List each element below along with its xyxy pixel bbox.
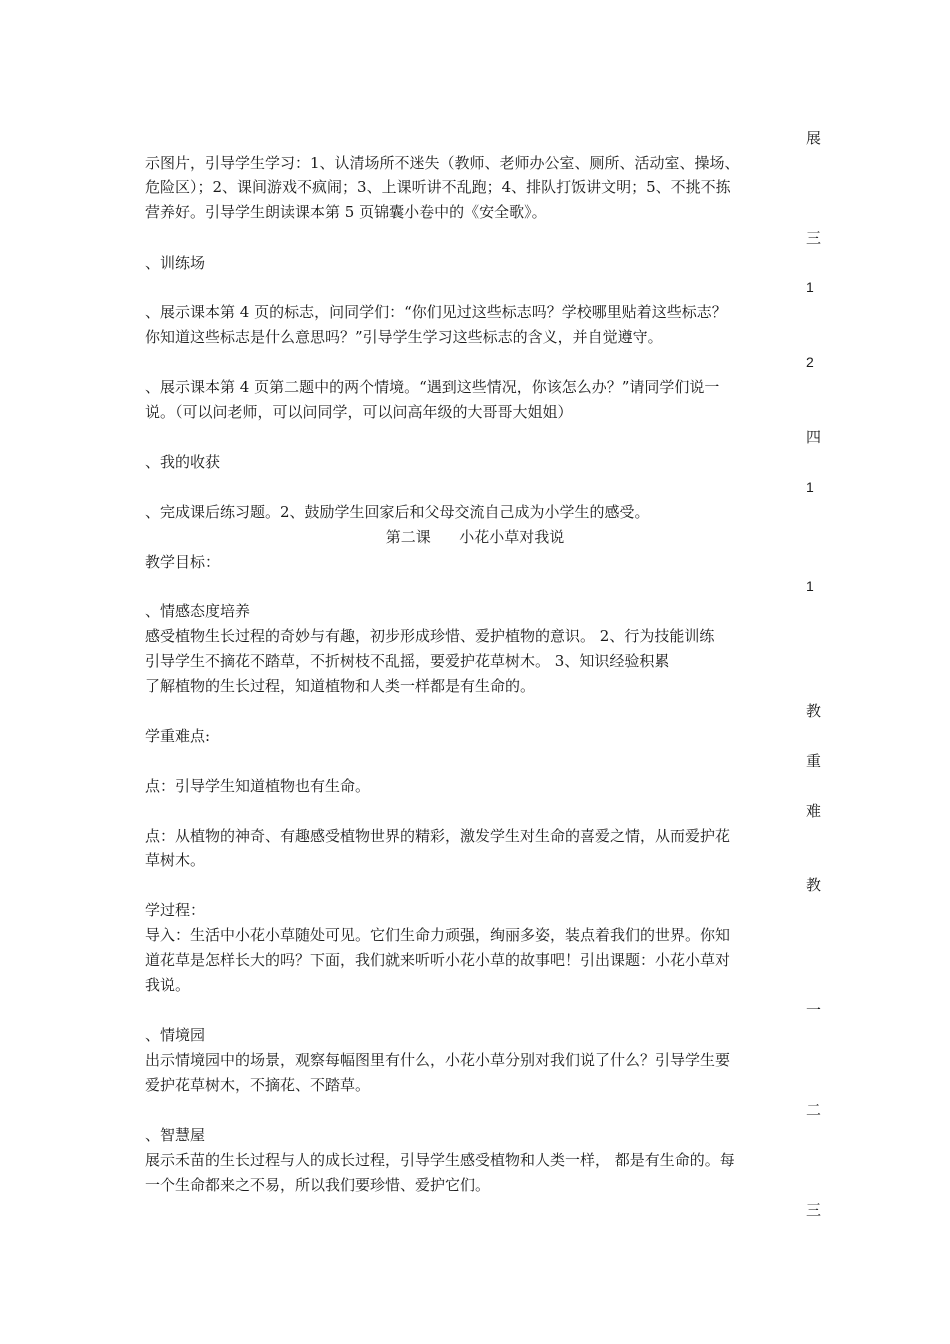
intro2-line-1: 导入：生活中小花小草随处可见。它们生命力顽强，绚丽多姿，装点着我们的世界。你知: [145, 926, 731, 944]
margin-marker-zhan: 展: [806, 129, 822, 147]
goal-line-1: 感受植物生长过程的奇妙与有趣，初步形成珍惜、爱护植物的意识。 2、行为技能训练: [145, 627, 715, 645]
margin-marker-jiao-2: 教: [806, 876, 822, 894]
goal-line-3: 了解植物的生长过程，知道植物和人类一样都是有生命的。: [145, 677, 536, 695]
intro2-line-3: 我说。: [145, 976, 191, 994]
process-label: 学过程：: [145, 901, 206, 919]
zhihuiwu-line-2: 一个生命都来之不易，所以我们要珍惜、爱护它们。: [145, 1176, 491, 1194]
qingjingyuan-line-2: 爱护花草树木，不摘花、不踏草。: [145, 1076, 371, 1094]
qingjingyuan-line-1: 出示情境园中的场景，观察每幅图里有什么，小花小草分别对我们说了什么？引导学生要: [145, 1051, 731, 1069]
heading-zhihuiwu: 、智慧屋: [145, 1126, 206, 1144]
item1-line-1: 、展示课本第 4 页的标志，问同学们：“你们见过这些标志吗？学校哪里贴着这些标志？: [145, 303, 727, 321]
margin-marker-jiao-1: 教: [806, 702, 822, 720]
intro-line-3: 营养好。引导学生朗读课本第 5 页锦囊小卷中的《安全歌》。: [145, 203, 547, 221]
margin-marker-san-2: 三: [806, 1201, 822, 1219]
margin-number-1a: 1: [806, 279, 814, 295]
intro2-line-2: 道花草是怎样长大的吗？下面，我们就来听听小花小草的故事吧！引出课题：小花小草对: [145, 951, 731, 969]
lesson-title: 第二课 小花小草对我说: [385, 528, 565, 546]
margin-number-2: 2: [806, 354, 814, 370]
margin-number-1c: 1: [806, 578, 814, 594]
goal-line-2: 引导学生不摘花不踏草，不折树枝不乱摇，要爱护花草树木。 3、知识经验积累: [145, 652, 670, 670]
item1-line-2: 你知道这些标志是什么意思吗？”引导学生学习这些标志的含义，并自觉遵守。: [145, 328, 663, 346]
shouhuo-line: 、完成课后练习题。2、鼓励学生回家后和父母交流自己成为小学生的感受。: [145, 503, 650, 521]
margin-number-1b: 1: [806, 479, 814, 495]
keypoints-label: 学重难点:: [145, 727, 211, 745]
intro-line-1: 示图片，引导学生学习：1、认清场所不迷失（教师、老师办公室、厕所、活动室、操场、: [145, 154, 740, 172]
heading-shouhuo: 、我的收获: [145, 453, 221, 471]
margin-marker-zhong: 重: [806, 752, 822, 770]
zhong-line: 点：引导学生知道植物也有生命。: [145, 777, 371, 795]
item2-line-2: 说。（可以问老师，可以问同学，可以问高年级的大哥哥大姐姐）: [145, 403, 573, 421]
margin-marker-yi: 一: [806, 1001, 822, 1019]
heading-qingjingyuan: 、情境园: [145, 1026, 206, 1044]
margin-marker-nan: 难: [806, 802, 822, 820]
margin-marker-san: 三: [806, 229, 822, 247]
nan-line-2: 草树木。: [145, 851, 206, 869]
heading-xunlianchang: 、训练场: [145, 254, 206, 272]
nan-line-1: 点：从植物的神奇、有趣感受植物世界的精彩，激发学生对生命的喜爱之情，从而爱护花: [145, 827, 731, 845]
margin-marker-er: 二: [806, 1101, 822, 1119]
intro-line-2: 危险区）；2、课间游戏不疯闹；3、上课听讲不乱跑；4、排队打饭讲文明；5、不挑不拣: [145, 178, 731, 196]
goal-heading: 、情感态度培养: [145, 602, 251, 620]
zhihuiwu-line-1: 展示禾苗的生长过程与人的成长过程，引导学生感受植物和人类一样， 都是有生命的。每: [145, 1151, 735, 1169]
margin-marker-si: 四: [806, 428, 822, 446]
goals-label: 教学目标：: [145, 553, 221, 571]
item2-line-1: 、展示课本第 4 页第二题中的两个情境。“遇到这些情况，你该怎么办？”请同学们说一: [145, 378, 720, 396]
